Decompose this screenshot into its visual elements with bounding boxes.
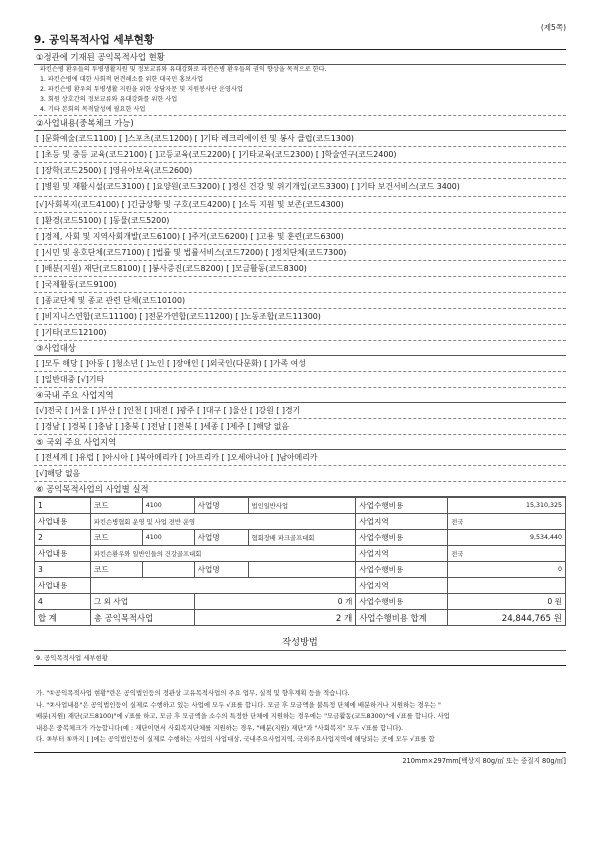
form-page <box>34 22 566 765</box>
checkbox-line: [ ]경제, 사회 및 지역사회개발(코드6100) [ ]주거(코드6200) [ ]고용 및 훈련(코드6300) <box>34 229 566 245</box>
total-label2: 총 공익목적사업 <box>90 610 194 626</box>
total-count <box>194 610 356 626</box>
other-expense-value: 0 원 <box>448 594 566 610</box>
performance-table <box>34 497 566 626</box>
guide-note: 나. "②사업내용"은 공익법인등이 실제로 수행하고 있는 사업에 모두 √표를 합니다. 모금 후 모금액을 불특정 단체에 배분하거나 지원하는 경우는 " <box>36 700 441 709</box>
checkbox-line: [ ]종교단체 및 종교 관련 단체(코드10100) <box>34 293 566 309</box>
purpose-item: 3. 회원 상호간의 정보교류와 유대강화를 위한 사업 <box>40 96 178 103</box>
table-row <box>35 610 566 626</box>
content-value <box>90 578 355 594</box>
region-value: 전국 <box>448 514 566 530</box>
content-label: 사업내용 <box>35 578 91 594</box>
section-overseas-region <box>34 435 566 482</box>
section-heading: ⑤ 국외 주요 사업지역 <box>34 435 566 450</box>
section-heading: ③사업대상 <box>34 341 566 356</box>
form-number: (제5쪽) <box>540 23 566 32</box>
expense-label: 사업수행비용 <box>356 530 448 546</box>
checkbox-line: [ ]기타(코드12100) <box>34 325 566 341</box>
page-title: 9. 공익목적사업 세부현황 <box>34 32 566 50</box>
total-label: 합 계 <box>35 610 91 626</box>
checkbox-line: [ ]전세계 [ ]유럽 [ ]아시아 [ ]북아메리카 [ ]아프리카 [ ]오세아니아 [ ]남아메리카 <box>34 450 566 466</box>
code-value: 4100 <box>142 530 194 546</box>
code-value <box>142 562 194 578</box>
checkbox-line: [ ]장학(코드2500) [ ]영유아보육(코드2600) <box>34 163 566 179</box>
total-count-unit: 개 <box>344 613 353 624</box>
paper-spec: 210mm×297mm[백상지 80g/㎡ 또는 중질지 80g/㎡] <box>34 752 566 765</box>
biz-name-label: 사업명 <box>194 562 248 578</box>
purpose-item: 4. 기타 본회의 목적달성에 필요한 사업 <box>34 105 566 116</box>
checkbox-line: [√]사회복지(코드4100) [ ]긴급상황 및 구호(코드4200) [ ]소득 지원 및 보존(코드4300) <box>34 197 566 213</box>
other-count <box>194 594 356 610</box>
purpose-intro: 파킨슨병 환우들의 투병생활지원 및 정보교류와 유대강화로 파킨슨병 환우들의 권익 향상을 목적으로 한다. <box>40 66 327 73</box>
section-heading: ②사업내용(중복체크 가능) <box>34 116 566 131</box>
total-expense-value: 24,844,765 원 <box>448 610 566 626</box>
section-purpose <box>34 50 566 116</box>
row-number: 3 <box>35 562 91 578</box>
section-target <box>34 341 566 388</box>
checkbox-line: [√]전국 [ ]서울 [ ]부산 [ ]인천 [ ]대전 [ ]광주 [ ]대구 [ ]울산 [ ]강원 [ ]경기 <box>34 403 566 419</box>
checkbox-line: [ ]병원 및 재활시설(코드3100) [ ]요양원(코드3200) [ ]정신 건강 및 위기개입(코드3300) [ ]기타 보건서비스(코드 3400) <box>34 179 566 197</box>
content-value: 파킨슨병협회 운영 및 사업 전반 운영 <box>90 514 355 530</box>
other-expense-label: 사업수행비용 <box>356 594 448 610</box>
other-count-value: 0 <box>337 597 343 606</box>
total-expense-label: 사업수행비용 합계 <box>356 610 448 626</box>
guide-notes <box>34 688 566 746</box>
region-value: 전국 <box>448 546 566 562</box>
expense-label: 사업수행비용 <box>356 562 448 578</box>
total-count-value: 2 <box>335 613 342 624</box>
biz-name-label: 사업명 <box>194 530 248 546</box>
guide-note: 가. "①공익목적사업 현황"란은 공익법인등의 정관상 고유목적사업의 주요 업무, 실적 및 향후계획 등을 적습니다. <box>36 689 350 697</box>
checkbox-line: [ ]국제활동(코드9100) <box>34 277 566 293</box>
guide-note: 배분(지원) 재단(코드8100)"에 √표를 하고, 모금 후 모금액을 소수의 특정한 단체에 지원하는 경우에는 "모금활동(코드8300)"에 √표를 합니다. 사업 <box>36 712 450 720</box>
checkbox-line: [ ]시민 및 옹호단체(코드7100) [ ]법률 및 법률서비스(코드7200) [ ]정치단체(코드7300) <box>34 245 566 261</box>
code-label: 코드 <box>90 498 142 514</box>
section-heading: ⑥ 공익목적사업의 사업별 실적 <box>34 482 566 497</box>
section-business-content <box>34 116 566 341</box>
guide-section <box>34 634 566 765</box>
table-row <box>35 514 566 530</box>
region-label: 사업지역 <box>356 514 448 530</box>
region-label: 사업지역 <box>356 578 448 594</box>
checkbox-line: [ ]일반대중 [√]기타 <box>34 372 566 388</box>
section-performance <box>34 482 566 626</box>
checkbox-line: [ ]환경(코드5100) [ ]동물(코드5200) <box>34 213 566 229</box>
section-heading: ①정관에 기재된 공익목적사업 현황 <box>34 50 566 65</box>
region-value <box>448 578 566 594</box>
purpose-item: 2. 파킨슨병 환우의 투병생활 지원을 위한 상담자문 및 지원봉사단 운영사업 <box>40 86 243 93</box>
guide-title: 작성방법 <box>34 634 566 651</box>
checkbox-line: [√]해당 없음 <box>34 466 566 482</box>
biz-name-value <box>248 562 356 578</box>
purpose-item: 1. 파킨슨병에 대한 사회적 편견해소를 위한 대국민 홍보사업 <box>40 76 204 83</box>
guide-subtitle: 9. 공익목적사업 세부현황 <box>34 651 566 666</box>
row-number: 4 <box>35 594 91 610</box>
biz-name-label: 사업명 <box>194 498 248 514</box>
biz-name-value: 법인일반사업 <box>248 498 356 514</box>
table-row <box>35 562 566 578</box>
table-row <box>35 530 566 546</box>
checkbox-line: [ ]모두 해당 [ ]아동 [ ]청소년 [ ]노인 [ ]장애인 [ ]외국인(다문화) [ ]가족 여성 <box>34 356 566 372</box>
code-value: 4100 <box>142 498 194 514</box>
other-count-unit: 개 <box>344 597 353 606</box>
other-label: 그 외 사업 <box>90 594 194 610</box>
expense-value: 15,310,325 <box>448 498 566 514</box>
expense-value: 9,534,440 <box>448 530 566 546</box>
expense-value: 0 <box>448 562 566 578</box>
section-heading: ④국내 주요 사업지역 <box>34 388 566 403</box>
content-value: 파킨슨환우와 일반인들의 건강골프대회 <box>90 546 355 562</box>
biz-name-value: 협회장배 파크골프대회 <box>248 530 356 546</box>
section-domestic-region <box>34 388 566 435</box>
table-row <box>35 498 566 514</box>
region-label: 사업지역 <box>356 546 448 562</box>
checkbox-line: [ ]문화예술(코드1100) [ ]스포츠(코드1200) [ ]기타 레크리에이션 및 봉사 클럽(코드1300) <box>34 131 566 147</box>
row-number: 2 <box>35 530 91 546</box>
guide-note: 내용은 중복체크가 가능합니다(예 : 재단이면서 사회복지단체를 지원하는 경우, "배분(지원) 재단"과 "사회복지" 모두 √표를 합니다). <box>36 723 404 732</box>
guide-note: 다. ③부터 ⑤까지 [ ]에는 공익법인등이 실제로 수행하는 사업의 사업대상, 국내주요사업지역, 국외주요사업지역에 해당되는 곳에 모두 √표를 합 <box>36 735 435 743</box>
code-label: 코드 <box>90 562 142 578</box>
row-number: 1 <box>35 498 91 514</box>
table-row <box>35 546 566 562</box>
content-label: 사업내용 <box>35 546 91 562</box>
code-label: 코드 <box>90 530 142 546</box>
checkbox-line: [ ]경남 [ ]경북 [ ]충남 [ ]충북 [ ]전남 [ ]전북 [ ]세종 [ ]제주 [ ]해당 없음 <box>34 419 566 435</box>
expense-label: 사업수행비용 <box>356 498 448 514</box>
table-row <box>35 594 566 610</box>
checkbox-line: [ ]초등 및 중등 교육(코드2100) [ ]고등교육(코드2200) [ ]기타교육(코드2300) [ ]학술연구(코드2400) <box>34 147 566 163</box>
checkbox-line: [ ]배분(지원) 재단(코드8100) [ ]봉사증진(코드8200) [ ]모금활동(코드8300) <box>34 261 566 277</box>
checkbox-line: [ ]비지니스연합(코드11100) [ ]전문가연합(코드11200) [ ]노동조합(코드11300) <box>34 309 566 325</box>
content-label: 사업내용 <box>35 514 91 530</box>
table-row <box>35 578 566 594</box>
